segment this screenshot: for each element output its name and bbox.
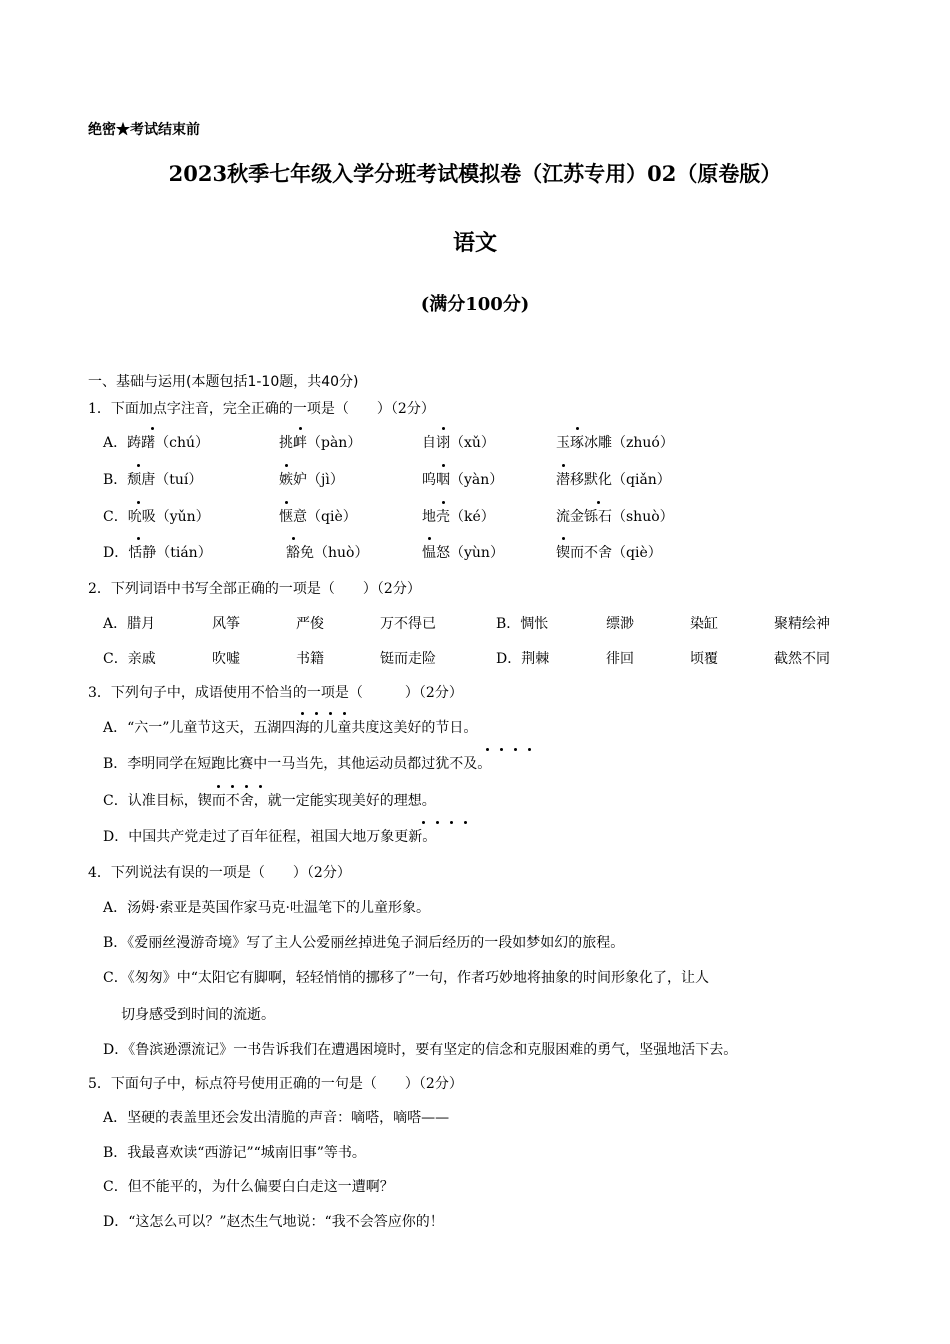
- q3-option-c: C．认准目标，锲而不舍，就一定能实现美好的理想。: [103, 793, 436, 809]
- q3-option-a: A．“六一”儿童节这天，五湖四海的儿童共度这美好的节日。: [103, 720, 478, 736]
- q5-option-c: C．但不能平的，为什么偏要白白走这一遭啊？: [103, 1179, 394, 1195]
- emphasis-dot: [576, 427, 579, 430]
- q1-option-a-2: 挑衅（pàn）: [279, 435, 362, 451]
- q2-word: 聚精绘神: [774, 616, 830, 632]
- emphasis-dot: [299, 427, 302, 430]
- q2-word: 万不得已: [380, 616, 436, 632]
- q2-word: 吹嘘: [212, 651, 240, 667]
- emphasis-dot: [343, 712, 346, 715]
- question-2-stem: 2．下列词语中书写全部正确的一项是（ ）（2分）: [88, 581, 421, 597]
- q1-option-a-1: A．踌躇（chú）: [103, 435, 209, 451]
- question-4-stem: 4．下列说法有误的一项是（ ）（2分）: [88, 865, 351, 881]
- emphasis-dot: [292, 537, 295, 540]
- q4-option-b: B．《爱丽丝漫游奇境》写了主人公爱丽丝掉进兔子洞后经历的一段如梦如幻的旅程。: [103, 935, 625, 951]
- emphasis-dot: [217, 785, 220, 788]
- emphasis-dot: [486, 748, 489, 751]
- q2-word: 风筝: [212, 616, 240, 632]
- q1-option-a-4: 玉琢冰雕（zhuó）: [556, 435, 674, 451]
- q4-option-a: A．汤姆·索亚是英国作家马克·吐温笔下的儿童形象。: [103, 900, 431, 916]
- question-5-stem: 5．下面句子中，标点符号使用正确的一句是（ ）（2分）: [88, 1076, 463, 1092]
- q1-option-d-1: D．恬静（tián）: [103, 545, 212, 561]
- q2-word: C．亲戚: [103, 651, 156, 667]
- q2-word: 截然不同: [774, 651, 830, 667]
- q2-word: 严俊: [296, 616, 324, 632]
- q3-option-d: D．中国共产党走过了百年征程，祖国大地万象更新。: [103, 829, 437, 845]
- emphasis-dot: [285, 464, 288, 467]
- emphasis-dot: [442, 501, 445, 504]
- emphasis-dot: [259, 785, 262, 788]
- exam-title: 2023秋季七年级入学分班考试模拟卷（江苏专用）02（原卷版）: [168, 161, 782, 186]
- section-heading: 一、基础与运用(本题包括1-10题，共40分): [88, 374, 359, 390]
- q2-word: D．荆棘: [496, 651, 550, 667]
- q2-word: 顷覆: [690, 651, 718, 667]
- q1-option-b-4: 潜移默化（qiǎn）: [556, 472, 671, 488]
- q2-word: A．腊月: [103, 616, 156, 632]
- emphasis-dot: [137, 501, 140, 504]
- emphasis-dot: [301, 712, 304, 715]
- q5-option-a: A．坚硬的表盖里还会发出清脆的声音：嘀嗒，嘀嗒——: [103, 1110, 450, 1126]
- q3-option-b: B．李明同学在短跑比赛中一马当先，其他运动员都过犹不及。: [103, 756, 492, 772]
- q4-option-c: C．《匆匆》中“太阳它有脚啊，轻轻悄悄的挪移了”一句，作者巧妙地将抽象的时间形象化了，让人: [103, 970, 710, 986]
- emphasis-dot: [436, 821, 439, 824]
- emphasis-dot: [231, 785, 234, 788]
- q4-option-d: D．《鲁滨逊漂流记》一书告诉我们在遭遇困境时，要有坚定的信念和克服困难的勇气，坚强地活下去。: [103, 1042, 738, 1058]
- emphasis-dot: [151, 427, 154, 430]
- emphasis-dot: [562, 537, 565, 540]
- q1-option-c-1: C．吮吸（yǔn）: [103, 509, 210, 525]
- q2-word: 缥渺: [606, 616, 634, 632]
- q1-option-c-3: 地壳（ké）: [422, 509, 495, 525]
- emphasis-dot: [137, 464, 140, 467]
- q1-option-d-4: 锲而不舍（qiè）: [556, 545, 662, 561]
- q1-option-c-4: 流金铄石（shuò）: [556, 509, 674, 525]
- emphasis-dot: [245, 785, 248, 788]
- confidential-label: 绝密★考试结束前: [88, 122, 200, 138]
- q2-word: 铤而走险: [380, 651, 436, 667]
- q2-word: B．惆怅: [496, 616, 549, 632]
- question-1-stem: 1．下面加点字注音，完全正确的一项是（ ）（2分）: [88, 401, 435, 417]
- q1-option-d-2: 豁免（huò）: [286, 545, 369, 561]
- emphasis-dot: [514, 748, 517, 751]
- q1-option-a-3: 自诩（xǔ）: [422, 435, 495, 451]
- emphasis-dot: [528, 748, 531, 751]
- q1-option-c-2: 惬意（qiè）: [279, 509, 357, 525]
- emphasis-dot: [285, 501, 288, 504]
- emphasis-dot: [329, 712, 332, 715]
- emphasis-dot: [428, 537, 431, 540]
- q5-option-b: B．我最喜欢读“西游记”“城南旧事”等书。: [103, 1145, 366, 1161]
- emphasis-dot: [422, 821, 425, 824]
- emphasis-dot: [442, 427, 445, 430]
- q2-word: 徘回: [606, 651, 634, 667]
- emphasis-dot: [315, 712, 318, 715]
- emphasis-dot: [597, 501, 600, 504]
- q1-option-b-3: 呜咽（yàn）: [422, 472, 504, 488]
- emphasis-dot: [500, 748, 503, 751]
- q1-option-d-3: 愠怒（yùn）: [422, 545, 504, 561]
- q2-word: 染缸: [690, 616, 718, 632]
- emphasis-dot: [442, 464, 445, 467]
- emphasis-dot: [562, 464, 565, 467]
- q2-word: 书籍: [296, 651, 324, 667]
- full-score: (满分100分): [420, 294, 530, 315]
- emphasis-dot: [450, 821, 453, 824]
- q1-option-b-1: B．颓唐（tuí）: [103, 472, 203, 488]
- q1-option-b-2: 嫉妒（jì）: [279, 472, 344, 488]
- emphasis-dot: [464, 821, 467, 824]
- question-3-stem: 3．下列句子中，成语使用不恰当的一项是（ ）（2分）: [88, 685, 463, 701]
- q4-option-c-continued: 切身感受到时间的流逝。: [121, 1007, 275, 1023]
- q5-option-d: D．“这怎么可以？”赵杰生气地说：“我不会答应你的！: [103, 1214, 444, 1230]
- subject-title: 语文: [452, 230, 497, 256]
- emphasis-dot: [137, 537, 140, 540]
